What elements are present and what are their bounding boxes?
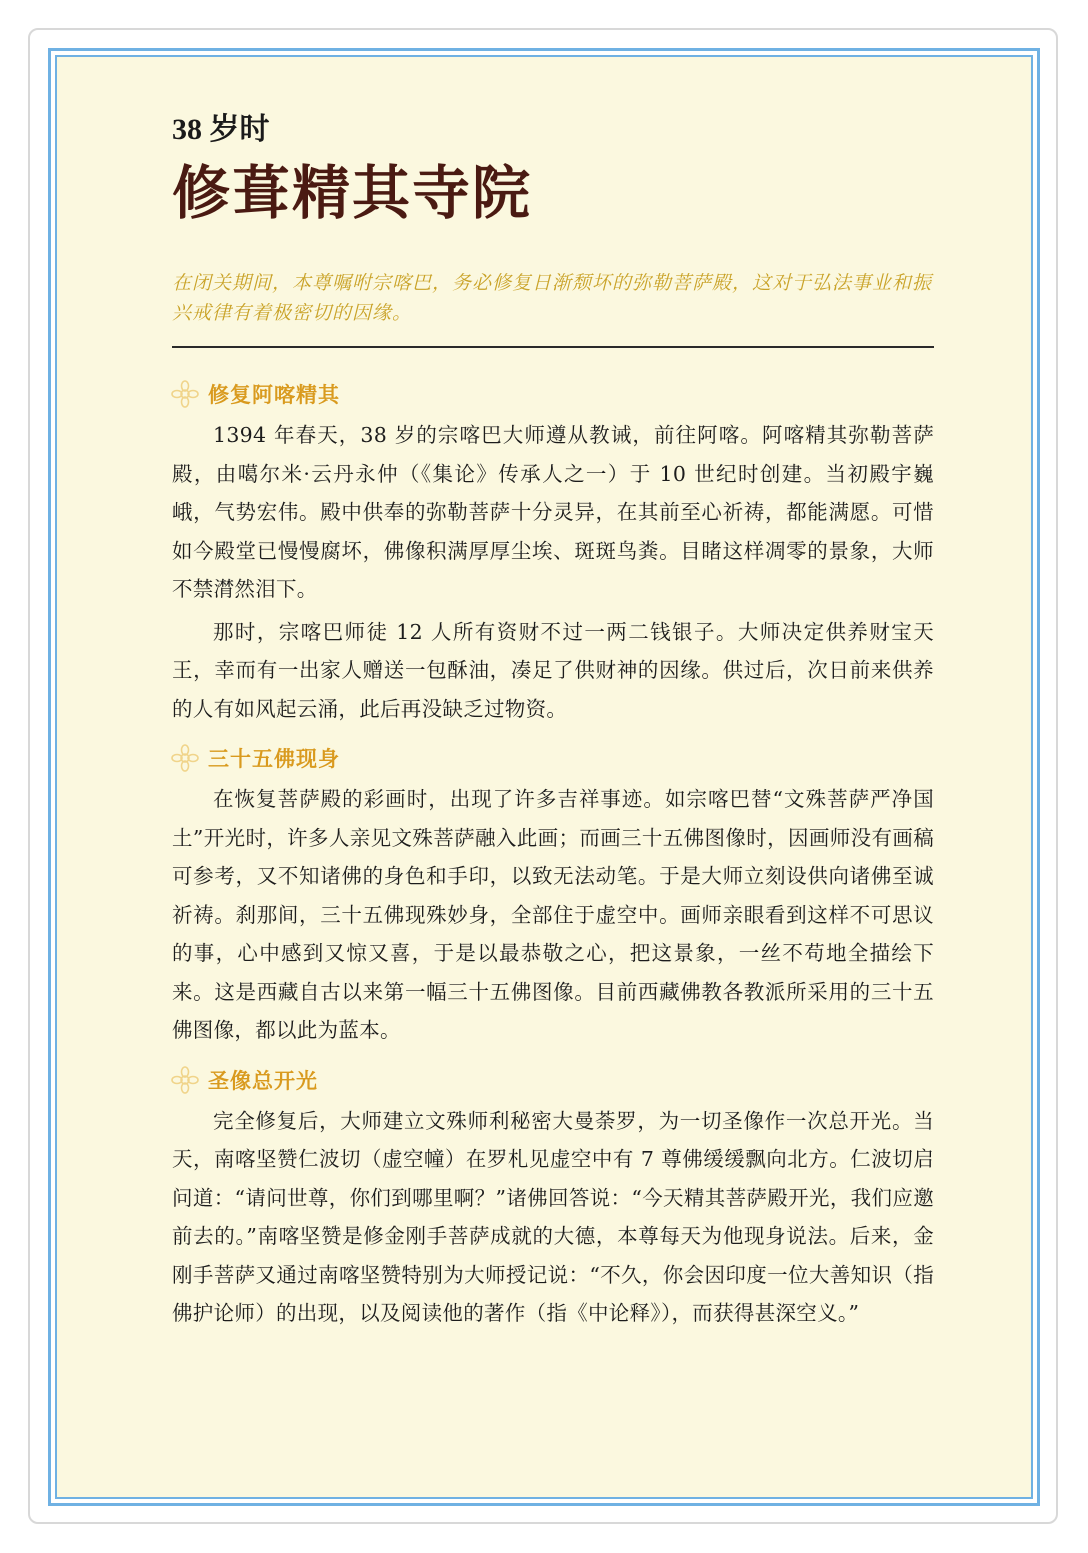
section-heading — [172, 1062, 934, 1098]
lotus-flower-icon — [170, 743, 200, 773]
page-content — [172, 110, 934, 1333]
paragraph: 那时，宗喀巴师徒 12 人所有资财不过一两二钱银子。大师决定供养财宝天王，幸而有一出家人赠送一包酥油，凑足了供财神的因缘。供过后，次日前来供养的人有如风起云涌，此后再没缺乏过物资。 — [172, 619, 934, 721]
section-heading — [172, 376, 934, 412]
section-restore-akha — [172, 376, 934, 728]
age-label: 38 岁时 — [172, 113, 270, 146]
intro-text: 在闭关期间，本尊嘱咐宗喀巴，务必修复日渐颓坏的弥勒菩萨殿，这对于弘法事业和振兴戒律有着极密切的因缘。 — [172, 272, 933, 324]
section-title: 三十五佛现身 — [208, 747, 340, 771]
lotus-flower-icon — [170, 1065, 200, 1095]
paragraph: 在恢复菩萨殿的彩画时，出现了许多吉祥事迹。如宗喀巴替“文殊菩萨严净国土”开光时，许多人亲见文殊菩萨融入此画；而画三十五佛图像时，因画师没有画稿可参考，又不知诸佛的身色和手印，以致无法动笔。于是大师立刻设供向诸佛至诚祈祷。刹那间，三十五佛现殊妙身，全部住于虚空中。画师亲眼看到这样不可思议的事，心中感到又惊又喜，于是以最恭敬之心，把这景象，一丝不苟地全描绘下来。这是西藏自古以来第一幅三十五佛图像。目前西藏佛教各教派所采用的三十五佛图像，都以此为蓝本。 — [172, 787, 934, 1042]
section-title: 圣像总开光 — [208, 1068, 318, 1093]
section-35-buddhas — [172, 740, 934, 1050]
paragraph: 完全修复后，大师建立文殊师利秘密大曼荼罗，为一切圣像作一次总开光。当天，南喀坚赞仁波切（虚空幢）在罗札见虚空中有 7 尊佛缓缓飘向北方。仁波切启问道：“请问世尊，你们到哪里啊？”诸佛回答说：“今天精其菩萨殿开光，我们应邀前去的。”南喀坚赞是修金刚手菩萨成就的大德，本尊每天为他现身说法。后来，金刚手菩萨又通过南喀坚赞特别为大师授记说：“不久，你会因印度一位大善知识（指佛护论师）的出现，以及阅读他的著作（指《中论释》），而获得甚深空义。” — [172, 1108, 934, 1325]
lotus-flower-icon — [170, 379, 200, 409]
section-heading — [172, 740, 934, 776]
section-title: 修复阿喀精其 — [208, 383, 340, 407]
paragraph: 1394 年春天，38 岁的宗喀巴大师遵从教诫，前往阿喀。阿喀精其弥勒菩萨殿，由噶尔米·云丹永仲（《集论》传承人之一）于 10 世纪时创建。当初殿宇巍峨，气势宏伟。殿中供奉的弥勒菩萨十分灵异，在其前至心祈祷，都能满愿。可惜如今殿堂已慢慢腐坏，佛像积满厚厚尘埃、斑斑鸟粪。目睹这样凋零的景象，大师不禁潸然泪下。 — [172, 423, 934, 601]
divider-rule — [172, 346, 934, 348]
page-title: 修葺精其寺院 — [172, 159, 533, 227]
section-consecration — [172, 1062, 934, 1333]
